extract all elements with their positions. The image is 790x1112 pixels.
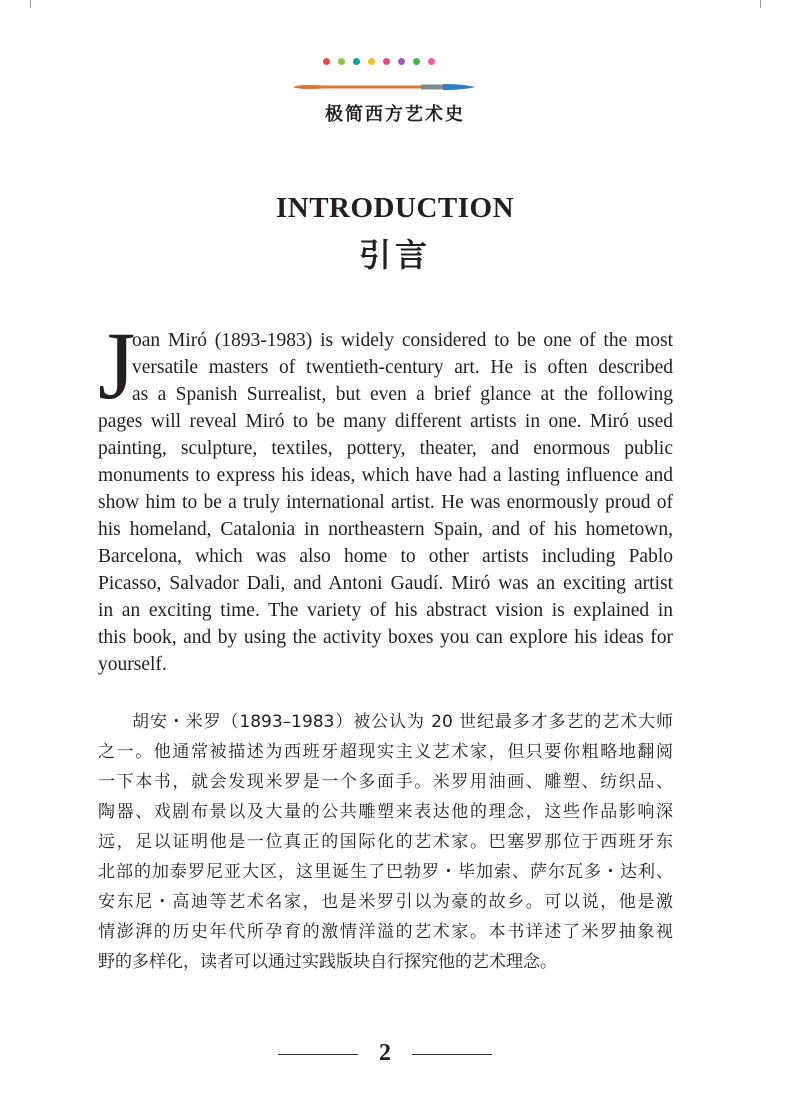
paintbrush-icon	[293, 82, 475, 92]
chinese-line: 远，足以证明他是一位真正的国际化的艺术家。巴塞罗那位于西班牙东	[98, 832, 673, 852]
color-dot	[413, 58, 420, 65]
color-dot	[383, 58, 390, 65]
english-line: as a Spanish Surrealist, but even a brief glance at the following	[132, 384, 673, 405]
chinese-line: 一下本书，就会发现米罗是一个多面手。米罗用油画、雕塑、纺织品、	[98, 772, 673, 792]
english-line: versatile masters of twentieth-century art. He is often described	[132, 357, 673, 378]
color-dot	[368, 58, 375, 65]
footer-rule-left	[278, 1054, 358, 1055]
english-line: Barcelona, which was also home to other artists including Pablo	[98, 546, 673, 567]
english-line: yourself.	[98, 654, 167, 675]
chinese-line: 胡安・米罗（1893–1983）被公认为 20 世纪最多才多艺的艺术大师	[132, 712, 673, 732]
crop-mark-left	[30, 0, 31, 8]
english-line: his homeland, Catalonia in northeastern Spain, and of his hometown,	[98, 519, 673, 540]
color-dot	[338, 58, 345, 65]
color-dot	[398, 58, 405, 65]
chinese-line: 之一。他通常被描述为西班牙超现实主义艺术家，但只要你粗略地翻阅	[98, 742, 673, 762]
crop-mark-right	[760, 0, 761, 8]
chinese-line: 北部的加泰罗尼亚大区，这里诞生了巴勃罗・毕加索、萨尔瓦多・达利、	[98, 862, 673, 882]
chinese-line: 陶器、戏剧布景以及大量的公共雕塑来表达他的理念，这些作品影响深	[98, 802, 673, 822]
english-line: pages will reveal Miró to be many different artists in one. Miró used	[98, 411, 673, 432]
english-line: painting, sculpture, textiles, pottery, theater, and enormous public	[98, 438, 673, 459]
english-line: Picasso, Salvador Dali, and Antoni Gaudí. Miró was an exciting artist	[98, 573, 673, 594]
decorative-color-dots	[323, 58, 443, 66]
english-line: this book, and by using the activity boxes you can explore his ideas for	[98, 627, 673, 648]
chinese-line: 野的多样化，读者可以通过实践版块自行探究他的艺术理念。	[98, 952, 557, 972]
color-dot	[353, 58, 360, 65]
footer-rule-right	[412, 1054, 492, 1055]
page-title-english: INTRODUCTION	[275, 192, 515, 224]
color-dot	[428, 58, 435, 65]
english-line: oan Miró (1893-1983) is widely considered to be one of the most	[132, 330, 673, 351]
page-title-chinese: 引言	[358, 236, 431, 274]
english-line: show him to be a truly international artist. He was enormously proud of	[98, 492, 673, 513]
page-number: 2	[379, 1040, 391, 1066]
english-line: in an exciting time. The variety of his abstract vision is explained in	[98, 600, 673, 621]
chinese-line: 情澎湃的历史年代所孕育的激情洋溢的艺术家。本书详述了米罗抽象视	[98, 922, 673, 942]
english-line: monuments to express his ideas, which have had a lasting influence and	[98, 465, 673, 486]
series-title: 极简西方艺术史	[325, 104, 465, 125]
color-dot	[323, 58, 330, 65]
drop-cap: J	[98, 312, 136, 419]
chinese-line: 安东尼・高迪等艺术名家，也是米罗引以为豪的故乡。可以说，他是激	[98, 892, 673, 912]
